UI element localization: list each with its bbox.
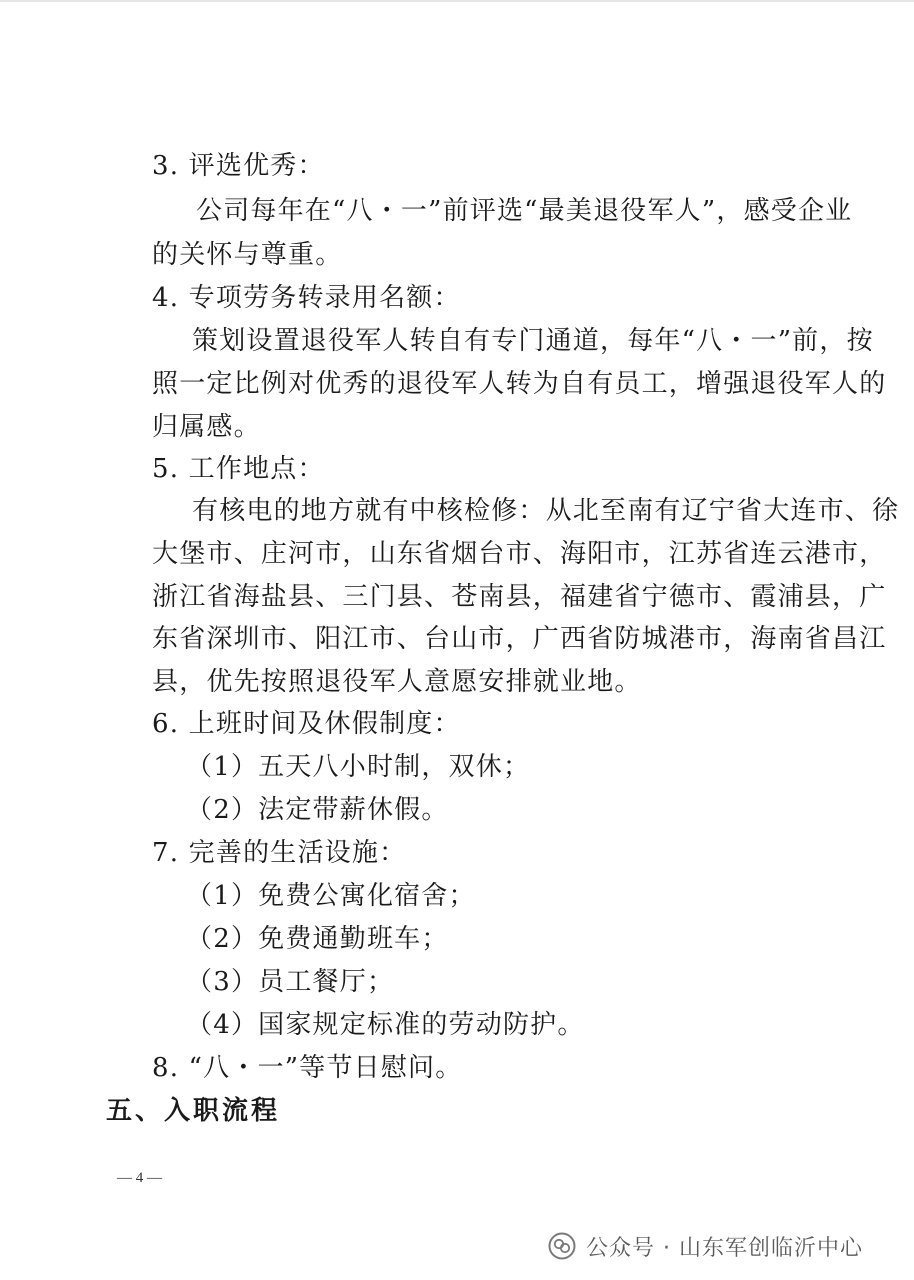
item-6-title: 6. 上班时间及休假制度： [152, 709, 461, 739]
item-7-title: 7. 完善的生活设施： [152, 838, 407, 868]
item-7-sub-4: （4）国家规定标准的劳动防护。 [186, 1010, 585, 1040]
watermark [548, 1226, 863, 1266]
item-3-body-line-1: 公司每年在“八・一”前评选“最美退役军人”，感受企业 [196, 196, 853, 226]
item-5-body-line-1: 有核电的地方就有中核检修：从北至南有辽宁省大连市、徐 [192, 496, 900, 526]
item-3-title: 3. 评选优秀： [152, 151, 325, 181]
item-6-sub-1: （1）五天八小时制，双休； [186, 752, 531, 782]
item-5-title: 5. 工作地点： [152, 454, 325, 484]
item-5-body-line-2: 大堡市、庄河市，山东省烟台市、海阳市，江苏省连云港市， [152, 539, 887, 569]
item-3-body-line-2: 的关怀与尊重。 [152, 240, 343, 270]
page-top-edge [0, 0, 914, 2]
item-4-body-line-3: 归属感。 [152, 412, 261, 442]
item-4-body-line-2: 照一定比例对优秀的退役军人转为自有员工，增强退役军人的 [152, 369, 887, 399]
item-7-sub-1: （1）免费公寓化宿舍； [186, 881, 476, 911]
page-number: — 4 — [117, 1170, 162, 1186]
item-4-title: 4. 专项劳务转录用名额： [152, 283, 461, 313]
watermark-text: 公众号 · 山东军创临沂中心 [586, 1235, 863, 1261]
item-5-body-line-5: 县，优先按照退役军人意愿安排就业地。 [152, 667, 642, 697]
wechat-official-account-icon [548, 1232, 576, 1260]
item-5-body-line-3: 浙江省海盐县、三门县、苍南县，福建省宁德市、霞浦县，广 [152, 582, 887, 612]
section-heading: 五、入职流程 [106, 1096, 281, 1126]
item-5-body-line-4: 东省深圳市、阳江市、台山市，广西省防城港市，海南省昌江 [152, 624, 887, 654]
item-7-sub-2: （2）免费通勤班车； [186, 924, 449, 954]
item-4-body-line-1: 策划设置退役军人转自有专门通道，每年“八・一”前，按 [192, 326, 874, 356]
item-7-sub-3: （3）员工餐厅； [186, 967, 395, 997]
item-8-title: 8. “八・一”等节日慰问。 [152, 1053, 463, 1083]
item-6-sub-2: （2）法定带薪休假。 [186, 795, 449, 825]
